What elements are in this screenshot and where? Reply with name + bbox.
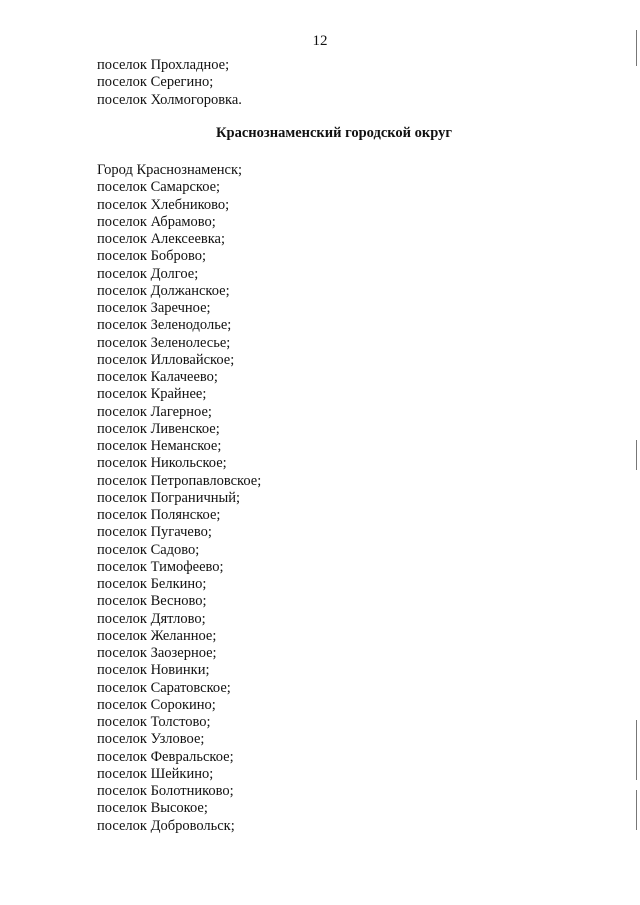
list-item: поселок Холмогоровка. (97, 91, 242, 108)
list-item: поселок Никольское; (97, 455, 227, 472)
list-item: поселок Крайнее; (97, 386, 207, 403)
list-item: поселок Пугачево; (97, 524, 212, 541)
list-item: поселок Неманское; (97, 438, 222, 454)
list-item: поселок Заречное; (97, 300, 211, 316)
list-item: поселок Заозерное; (97, 645, 217, 661)
list-item: поселок Пограничный; (97, 489, 241, 506)
list-item: поселок Добровольск; (97, 817, 235, 834)
list-item: поселок Новинки; (97, 662, 210, 679)
list-item: поселок Алексеевка; (97, 231, 226, 247)
section-heading: Краснознаменский городской округ (216, 125, 452, 141)
list-item: поселок Сорокино; (97, 696, 216, 713)
list-item: поселок Самарское; (97, 179, 221, 196)
list-item: поселок Лагерное; (97, 403, 212, 420)
list-item: поселок Абрамово; (97, 213, 216, 230)
list-item: поселок Болотниково; (97, 783, 234, 799)
list-item: поселок Полянское; (97, 507, 221, 523)
list-item: поселок Дятлово; (97, 610, 206, 627)
list-item: поселок Узловое; (97, 731, 205, 748)
list-item: поселок Высокое; (97, 800, 208, 817)
list-item: Город Краснознаменск; (97, 162, 243, 178)
list-item: поселок Толстово; (97, 714, 211, 730)
list-item: поселок Зеленолесье; (97, 334, 231, 351)
list-item: поселок Серегино; (97, 74, 214, 91)
list-item: поселок Весново; (97, 593, 207, 610)
list-item: поселок Февральское; (97, 748, 234, 765)
list-item: поселок Садово; (97, 541, 200, 558)
list-item: поселок Прохладное; (97, 57, 230, 73)
list-item: поселок Долгое; (97, 265, 199, 282)
list-item: поселок Желанное; (97, 627, 217, 644)
list-item: поселок Тимофеево; (97, 558, 224, 575)
list-item: поселок Хлебниково; (97, 196, 230, 213)
list-item: поселок Ливенское; (97, 420, 220, 437)
list-item: поселок Калачеево; (97, 369, 218, 385)
list-item: поселок Саратовское; (97, 679, 231, 696)
list-item: поселок Должанское; (97, 282, 230, 299)
list-item: поселок Шейкино; (97, 765, 214, 782)
list-item: поселок Боброво; (97, 248, 207, 265)
list-item: поселок Зеленодолье; (97, 317, 232, 334)
settlement-list (97, 162, 261, 835)
scan-edge-marks (632, 0, 640, 905)
list-item: поселок Петропавловское; (97, 472, 262, 489)
list-item: поселок Илловайское; (97, 351, 235, 368)
page-number: 12 (312, 33, 328, 49)
previous-section-list (97, 57, 242, 109)
list-item: поселок Белкино; (97, 576, 207, 592)
